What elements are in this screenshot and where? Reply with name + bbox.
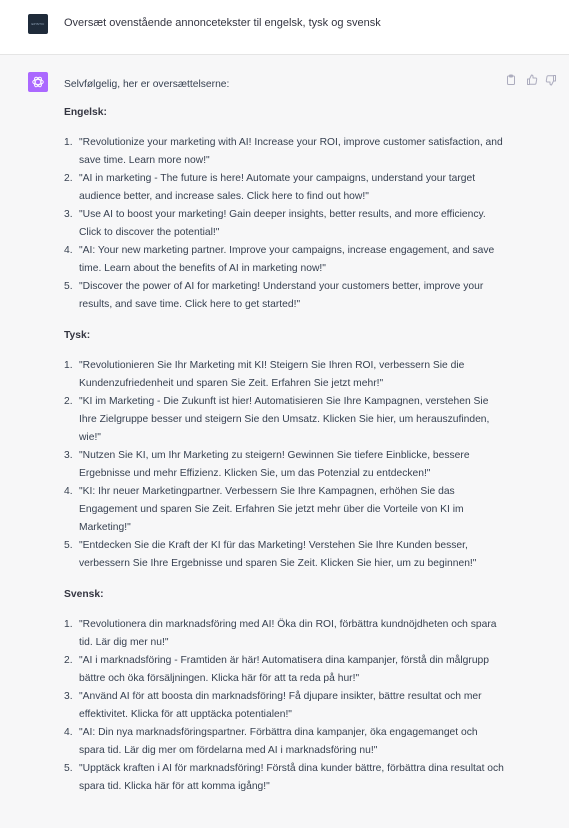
swedish-list [64,616,504,796]
english-list [64,134,504,314]
section-heading-english: Engelsk: [64,107,107,118]
list-item: 3. "Nutzen Sie KI, um Ihr Marketing zu steigern! Gewinnen Sie tiefere Einblicke, bessere Ergebnisse und mehr Effizienz. Klicken Sie, um das Potenzial zu entdecken!" [64,450,470,479]
intro-text: Selvfølgelig, her er oversættelserne: [64,79,230,90]
user-message-text: Oversæt ovenstående annoncetekster til engelsk, tysk og svensk [64,17,381,29]
assistant-avatar [28,72,48,92]
list-item: 1. "Revolutionize your marketing with AI! Increase your ROI, improve customer satisfaction, and save time. Learn more now!" [64,137,503,166]
list-item: 2. "KI im Marketing - Die Zukunft ist hier! Automatisieren Sie Ihre Kampagnen, verstehen Sie Ihre Zielgruppe besser und steigern Sie den Umsatz. Klicken Sie hier, um herauszufinden, wie!" [64,396,490,443]
list-item: 5. "Discover the power of AI for marketing! Understand your customers better, improve your results, and save time. Click here to get started!" [64,281,484,310]
clipboard-icon[interactable] [505,74,517,86]
assistant-message-content [64,76,504,796]
list-item: 1. "Revolutionieren Sie Ihr Marketing mit KI! Steigern Sie Ihren ROI, verbessern Sie die Kundenzufriedenheit und sparen Sie Zeit. Erfahren Sie jetzt mehr!" [64,360,465,389]
list-item: 5. "Entdecken Sie die Kraft der KI für das Marketing! Verstehen Sie Ihre Kunden besser, verbessern Sie Ihre Ergebnisse und sparen Sie Zeit. Klicken Sie hier, um zu beginnen!" [64,540,477,569]
list-item: 4. "AI: Din nya marknadsföringspartner. Förbättra dina kampanjer, öka engagemanget och spara tid. Lär dig mer om fördelarna med AI i marknadsföring nu!" [64,727,478,756]
assistant-message-row [0,55,569,828]
german-list [64,357,504,573]
user-message-row [0,0,569,55]
list-item: 2. "AI in marketing - The future is here! Automate your campaigns, understand your target audience better, and increase sales. Click here to find out how!" [64,173,476,202]
thumbs-down-icon[interactable] [545,74,557,86]
thumbs-up-icon[interactable] [526,74,538,86]
openai-logo-icon [31,75,45,89]
user-avatar: EPISTIC [28,14,48,34]
list-item: 1. "Revolutionera din marknadsföring med AI! Öka din ROI, förbättra kundnöjdheten och spara tid. Lär dig mer nu!" [64,619,497,648]
list-item: 5. "Upptäck kraften i AI för marknadsföring! Förstå dina kunder bättre, förbättra dina resultat och spara tid. Klicka här för att komma igång!" [64,763,504,792]
list-item: 3. "Använd AI för att boosta din marknadsföring! Få djupare insikter, bättre resultat och mer effektivitet. Klicka för att upptäcka potentialen!" [64,691,482,720]
list-item: 3. "Use AI to boost your marketing! Gain deeper insights, better results, and more efficiency. Click to discover the potential!" [64,209,486,238]
list-item: 4. "KI: Ihr neuer Marketingpartner. Verbessern Sie Ihre Kampagnen, erhöhen Sie das Engagement und sparen Sie Zeit. Erfahren Sie jetzt mehr über die Vorteile von KI im Marketing!" [64,486,464,533]
list-item: 4. "AI: Your new marketing partner. Improve your campaigns, increase engagement, and save time. Learn about the benefits of AI in marketing now!" [64,245,495,274]
section-heading-german: Tysk: [64,330,91,341]
section-heading-swedish: Svensk: [64,589,104,600]
list-item: 2. "AI i marknadsföring - Framtiden är här! Automatisera dina kampanjer, förstå din målgrupp bättre och öka försäljningen. Klicka här för att ta reda på hur!" [64,655,489,684]
